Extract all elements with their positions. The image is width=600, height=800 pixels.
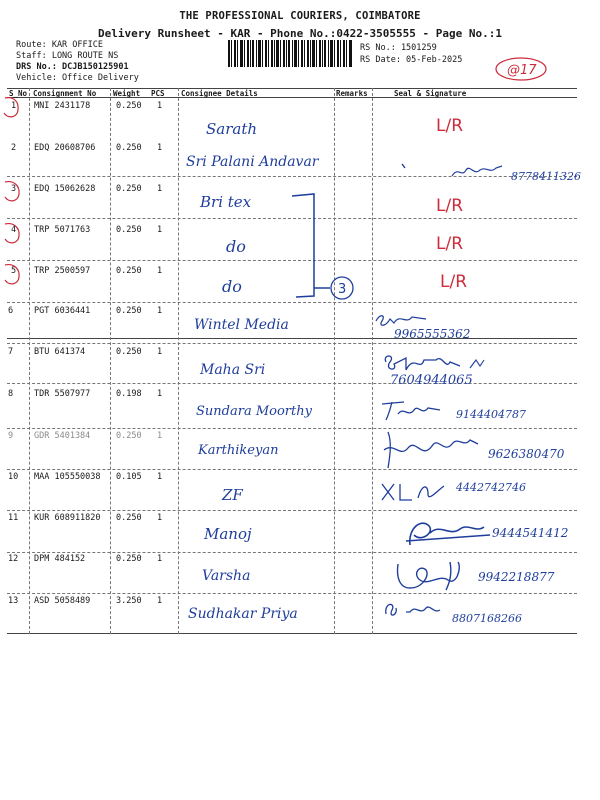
consignee-handwriting: Sundara Moorthy [196, 404, 312, 419]
row-weight: 0.250 [116, 554, 142, 564]
row-consignment: ASD 5058489 [34, 596, 91, 606]
row-sno: 8 [8, 389, 14, 399]
consignee-handwriting: Manoj [204, 525, 252, 543]
row-consignment: MAA 105550038 [34, 472, 101, 482]
consignee-handwriting: Sri Palani Andavar [186, 154, 319, 170]
red-circle-marks [0, 90, 30, 290]
row-sno: 6 [8, 306, 14, 316]
signature-scribble [378, 428, 486, 472]
row-pcs: 1 [157, 225, 163, 235]
route-label: Route: KAR OFFICE [16, 40, 103, 50]
circled-count-text: 3 [338, 282, 347, 297]
signature-scribble [450, 162, 506, 180]
vehicle-label: Vehicle: Office Delivery [16, 73, 139, 83]
row-weight: 0.250 [116, 431, 142, 441]
table-bottom-rule [7, 633, 577, 634]
col-header-pcs: PCS [151, 89, 165, 98]
row-weight: 0.198 [116, 389, 142, 399]
stamp-note-text: @17 [507, 63, 537, 78]
row-pcs: 1 [157, 347, 163, 357]
handwritten-stamp-note [493, 55, 549, 83]
lr-mark: L/R [436, 234, 464, 254]
row-pcs: 1 [157, 513, 163, 523]
row-consignment: EDQ 20608706 [34, 143, 96, 153]
document-title: THE PROFESSIONAL COURIERS, COIMBATORE [179, 10, 421, 22]
red-circle-mark [5, 182, 19, 201]
row-pcs: 1 [157, 554, 163, 564]
row-weight: 0.250 [116, 184, 142, 194]
row-weight: 0.250 [116, 266, 142, 276]
consignee-handwriting: do [226, 237, 246, 256]
col-header-weight: Weight [113, 89, 141, 98]
phone-number-handwriting: 9942218877 [478, 570, 555, 584]
row-consignment: TRP 5071763 [34, 225, 91, 235]
consignee-handwriting: Varsha [202, 568, 251, 584]
lr-mark: L/R [436, 116, 464, 136]
row-weight: 0.250 [116, 306, 142, 316]
consignee-handwriting: Wintel Media [194, 317, 289, 333]
row-pcs: 1 [157, 596, 163, 606]
row-weight: 0.250 [116, 225, 142, 235]
row-sno: 10 [8, 472, 19, 482]
rs-date: RS Date: 05-Feb-2025 [360, 55, 463, 65]
row-consignment: TRP 2500597 [34, 266, 91, 276]
col-header-remarks: Remarks [336, 89, 368, 98]
phone-number-handwriting: 7604944065 [390, 373, 473, 388]
col-header-consignment: Consignment No [33, 89, 97, 98]
col-header-consignee: Consignee Details [181, 89, 258, 98]
signature-scribble [378, 478, 454, 506]
consignee-handwriting: ZF [222, 486, 243, 504]
signature-scribble [378, 398, 448, 424]
signature-scribble [400, 515, 496, 551]
row-sno: 3 [11, 184, 17, 194]
row-consignment: GDR 5401384 [34, 431, 91, 441]
row-consignment: TDR 5507977 [34, 389, 91, 399]
row-consignment: EDQ 15062628 [34, 184, 96, 194]
document-subtitle: Delivery Runsheet - KAR - Phone No.:0422-3505555 - Page No.:1 [98, 27, 502, 40]
red-circle-mark [4, 98, 18, 117]
row-pcs: 1 [157, 389, 163, 399]
row-sno: 2 [11, 143, 17, 153]
row-weight: 0.250 [116, 143, 142, 153]
red-circle-mark [5, 224, 19, 243]
row-pcs: 1 [157, 101, 163, 111]
row-sno: 7 [8, 347, 14, 357]
row-sno: 5 [11, 266, 17, 276]
row-weight: 0.250 [116, 513, 142, 523]
group-bracket [290, 188, 360, 306]
row-consignment: KUR 608911820 [34, 513, 101, 523]
phone-number-handwriting: 4442742746 [456, 481, 526, 494]
phone-number-handwriting: 8778411326 [511, 170, 581, 183]
row-sno: 11 [8, 513, 19, 523]
signature-scribble [390, 558, 474, 594]
consignee-handwriting: Maha Sri [200, 362, 266, 378]
phone-number-handwriting: 9626380470 [488, 447, 565, 461]
col-header-seal: Seal & Signature [394, 89, 467, 98]
drs-number: DRS No.: DCJB150125901 [16, 62, 129, 72]
row-pcs: 1 [157, 266, 163, 276]
col-header-sno: S_No [9, 89, 28, 98]
row-pcs: 1 [157, 472, 163, 482]
row-consignment: MNI 2431178 [34, 101, 91, 111]
row-pcs: 1 [157, 431, 163, 441]
tick-mark [400, 156, 426, 172]
barcode [228, 40, 352, 67]
phone-number-handwriting: 9965555362 [394, 327, 471, 341]
row-pcs: 1 [157, 184, 163, 194]
row-consignment: PGT 6036441 [34, 306, 91, 316]
row-pcs: 1 [157, 306, 163, 316]
row-weight: 3.250 [116, 596, 142, 606]
row-sno: 1 [11, 101, 17, 111]
consignee-handwriting: Bri tex [200, 193, 252, 211]
phone-number-handwriting: 9444541412 [492, 526, 569, 540]
row-weight: 0.250 [116, 347, 142, 357]
row-sno: 4 [11, 225, 17, 235]
phone-number-handwriting: 9144404787 [456, 408, 526, 421]
consignee-handwriting: do [222, 277, 242, 296]
row-consignment: BTU 641374 [34, 347, 86, 357]
consignee-handwriting: Sudhakar Priya [188, 606, 298, 622]
row-consignment: DPM 484152 [34, 554, 86, 564]
row-sno: 13 [8, 596, 19, 606]
lr-mark: L/R [440, 272, 468, 292]
consignee-handwriting: Sarath [206, 120, 258, 138]
lr-mark: L/R [436, 196, 464, 216]
red-circle-mark [5, 265, 19, 284]
signature-scribble [382, 600, 452, 620]
staff-label: Staff: LONG ROUTE NS [16, 51, 119, 61]
row-weight: 0.250 [116, 101, 142, 111]
row-sno: 9 [8, 431, 14, 441]
row-sno: 12 [8, 554, 19, 564]
row-weight: 0.105 [116, 472, 142, 482]
consignee-handwriting: Karthikeyan [198, 443, 279, 458]
signature-scribble [372, 309, 432, 329]
row-pcs: 1 [157, 143, 163, 153]
rs-number: RS No.: 1501259 [360, 43, 437, 53]
phone-number-handwriting: 8807168266 [452, 612, 522, 625]
